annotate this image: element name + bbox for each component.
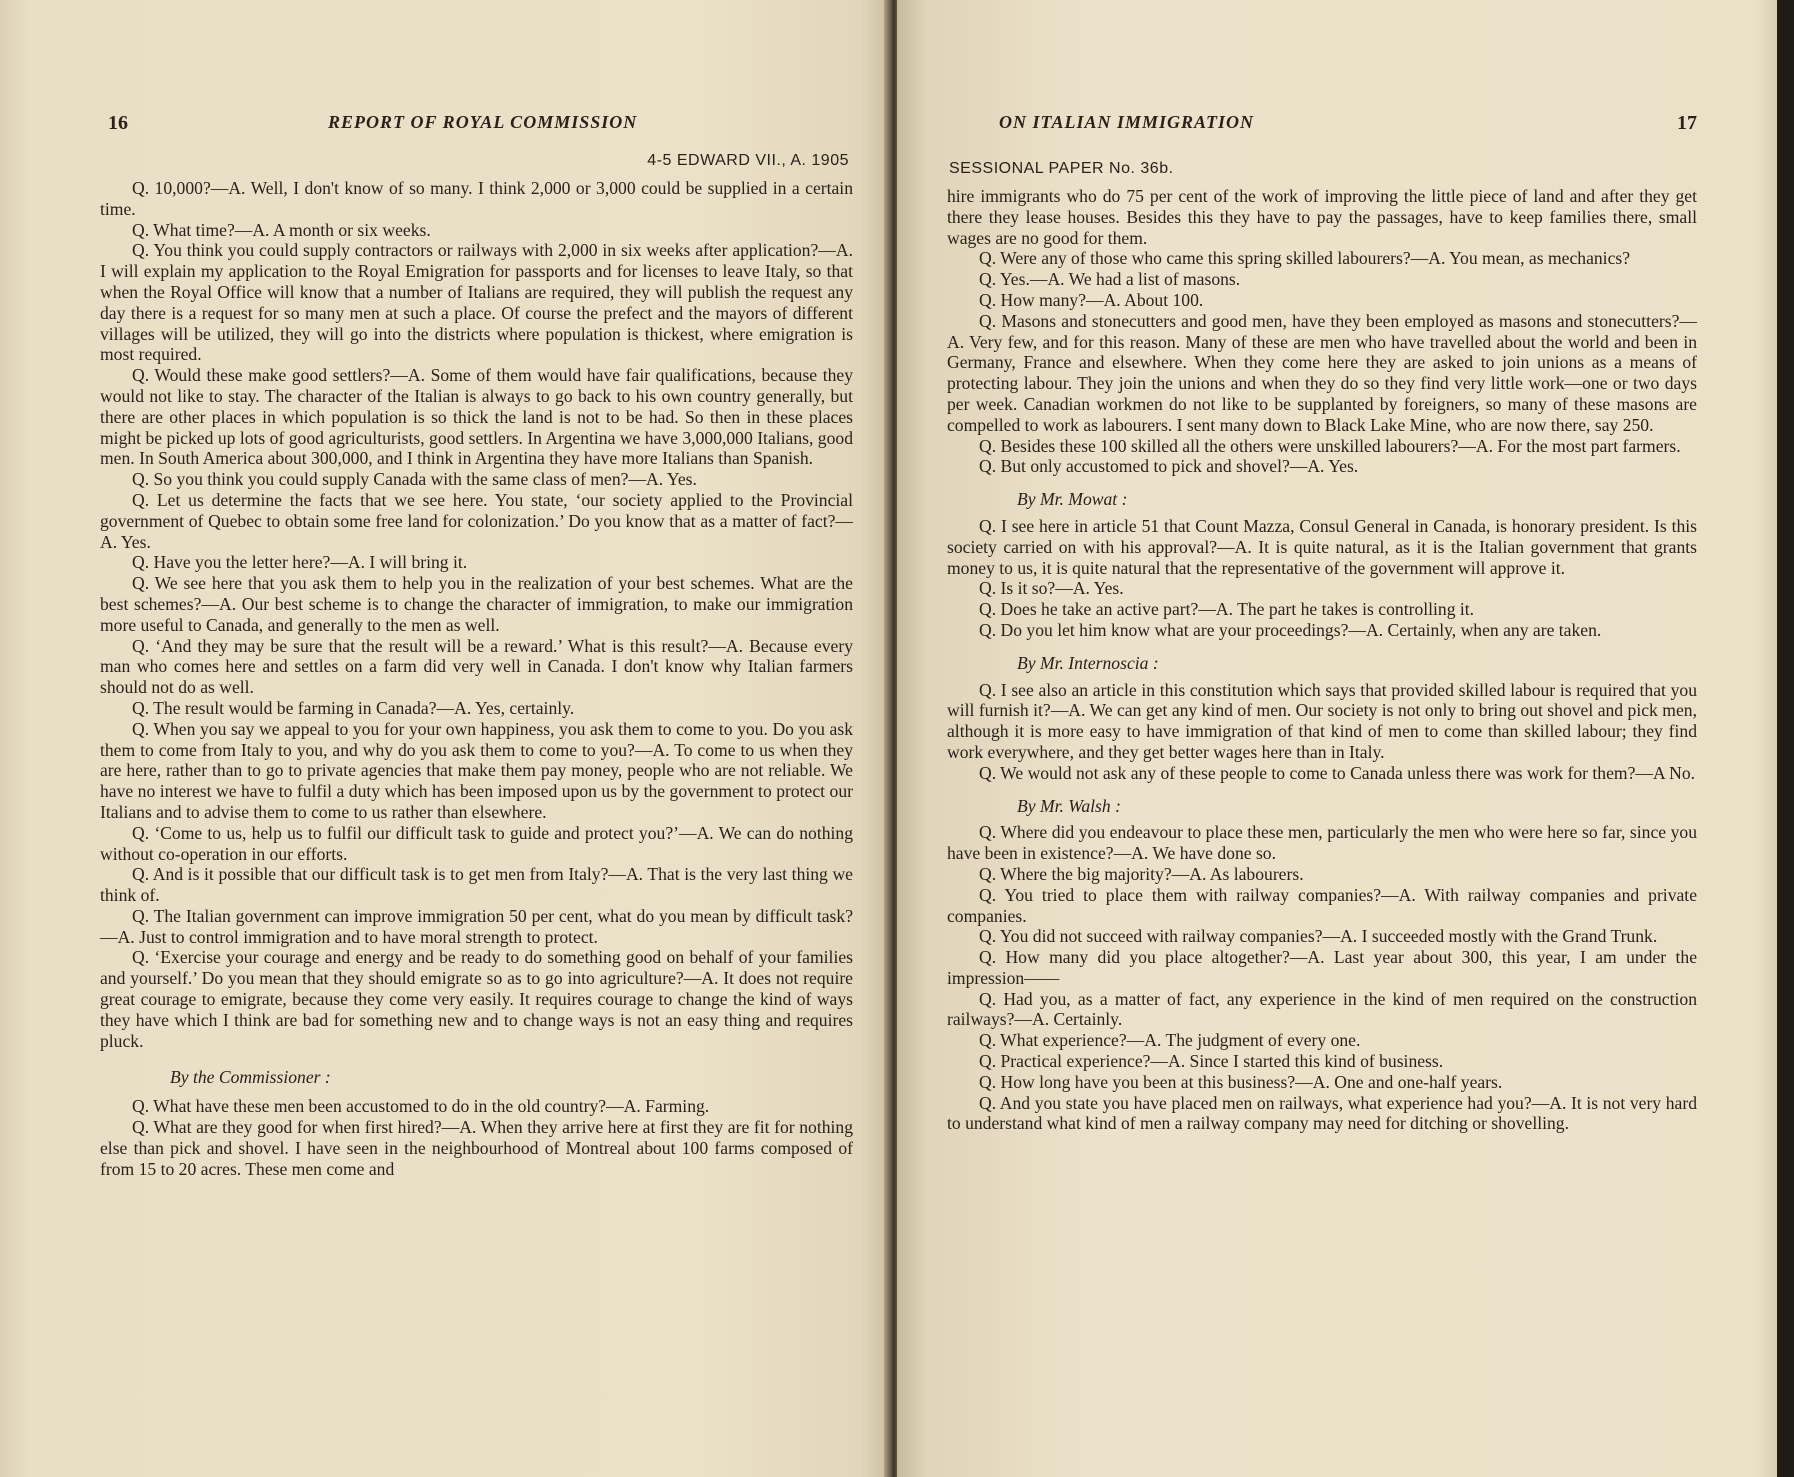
byline-commissioner: By the Commissioner :	[170, 1067, 331, 1088]
paragraph: Q. What have these men been accustomed to do in the old country?—A. Farming.	[132, 1096, 710, 1117]
continuation-paragraph: hire immigrants who do 75 per cent of the work of improving the little piece of land and after they get there they lease houses. Besides this they have to pay the passages, have to keep families there, small wages are no good for them.	[947, 186, 1697, 248]
paragraph: Q. Masons and stonecutters and good men, have they been employed as masons and stonecutters?—A. Very few, and for this reason. Many of these are men who have travelled about the world and been in Germany, France and elsewhere. When they come here they are asked to join unions as a means of protecting labour. They join the unions and when they do so they find very little work—one or two days per week. Canadian workmen do not like to be supplanted by foreigners, so many of these masons are compelled to work as labourers. I sent many down to Black Lake Mine, who are now there, say 250.	[947, 310, 1697, 435]
paragraph: Q. The Italian government can improve immigration 50 per cent, what do you mean by difficult task?—A. Just to control immigration and to have moral strength to protect.	[100, 905, 853, 947]
paragraph: Q. Practical experience?—A. Since I started this kind of business.	[979, 1051, 1444, 1072]
paragraph: Q. Where did you endeavour to place these men, particularly the men who were here so far, since you have been in existence?—A. We have done so.	[947, 822, 1697, 864]
paragraph: Q. Would these make good settlers?—A. Some of them would have fair qualifications, because they would not like to stay. The character of the Italian is always to go back to his own country generally, but there are other places in which population is so thick the land is not to be had. So then in these places might be picked up lots of good agriculturists, good settlers. In Argentina we have 3,000,000 Italians, good men. In South America about 300,000, and I think in Argentina they have more Italians than Spanish.	[100, 365, 853, 469]
paragraph: Q. We would not ask any of these people to come to Canada unless there was work for them?—A No.	[979, 762, 1696, 783]
paragraph: Q. Do you let him know what are your proceedings?—A. Certainly, when any are taken.	[979, 619, 1602, 640]
paragraph: Q. Were any of those who came this spring skilled labourers?—A. You mean, as mechanics?	[979, 248, 1631, 269]
paragraph: Q. The result would be farming in Canada?—A. Yes, certainly.	[132, 697, 575, 718]
paragraph: Q. 10,000?—A. Well, I don't know of so many. I think 2,000 or 3,000 could be supplied in a certain time.	[100, 178, 853, 219]
paragraph: Q. Had you, as a matter of fact, any experience in the kind of men required on the construction railways?—A. Certainly.	[947, 988, 1697, 1030]
right-page-body	[947, 186, 1697, 1134]
paragraph: Q. ‘Come to us, help us to fulfil our difficult task to guide and protect you?’—A. We can do nothing without co-operation in our efforts.	[100, 822, 853, 864]
paragraph: Q. And you state you have placed men on railways, what experience had you?—A. It is not very hard to understand what kind of men a railway company may need for ditching or shovelling.	[947, 1092, 1697, 1134]
paragraph: Q. You tried to place them with railway companies?—A. With railway companies and private companies.	[947, 884, 1697, 926]
paragraph: Q. Yes.—A. We had a list of masons.	[979, 269, 1241, 290]
left-page-body	[100, 178, 853, 1179]
byline-internoscia: By Mr. Internoscia :	[1017, 652, 1159, 673]
right-page-header	[947, 100, 1697, 140]
byline-walsh: By Mr. Walsh :	[1017, 795, 1121, 816]
right-running-title: ON ITALIAN IMMIGRATION	[999, 112, 1255, 132]
paragraph: Q. ‘Exercise your courage and energy and be ready to do something good on behalf of your families and yourself.’ Do you mean that they should emigrate so as to go into agriculture?—A. It does not require great courage to emigrate, because they come very easily. It requires courage to change the kind of ways they have which I think are bad for something new and to change ways is not an easy thing and requires pluck.	[100, 947, 853, 1051]
left-session-header: 4-5 EDWARD VII., A. 1905	[647, 152, 849, 169]
paragraph: Q. How long have you been at this business?—A. One and one-half years.	[979, 1071, 1503, 1092]
paragraph: Q. Let us determine the facts that we see here. You state, ‘our society applied to the Provincial government of Quebec to obtain some free land for colonization.’ Do you know that as a matter of fact?—A. Yes.	[100, 489, 853, 552]
right-session-header: SESSIONAL PAPER No. 36b.	[949, 160, 1174, 177]
paragraph: Q. So you think you could supply Canada with the same class of men?—A. Yes.	[132, 469, 697, 490]
paragraph: Q. What are they good for when first hired?—A. When they arrive here at first they are fit for nothing else than pick and shovel. I have seen in the neighbourhood of Montreal about 100 farms composed of from 15 to 20 acres. These men come and	[100, 1117, 853, 1179]
paragraph: Q. I see here in article 51 that Count Mazza, Consul General in Canada, is honorary president. Is this society carried on with his approval?—A. It is quite natural, as it is the Italian government that grants money to us, it is quite natural that the representative of the government will approve it.	[947, 515, 1697, 578]
paragraph: Q. You think you could supply contractors or railways with 2,000 in six weeks after application?—A. I will explain my application to the Royal Emigration for passports and for licenses to leave Italy, so that when the Royal Office will know that a number of Italians are required, they will publish the request any day there is a request for so many men at such a place. Of course the prefect and the mayors of different villages will be utilized, they will go into the districts where population is thickest, where emigration is most required.	[100, 240, 853, 365]
paragraph: Q. But only accustomed to pick and shovel?—A. Yes.	[979, 456, 1359, 477]
paragraph: Q. Does he take an active part?—A. The part he takes is controlling it.	[979, 599, 1475, 620]
left-page-number: 16	[108, 112, 128, 134]
paragraph: Q. And is it possible that our difficult task is to get men from Italy?—A. That is the very last thing we think of.	[100, 864, 853, 906]
paragraph: Q. Where the big majority?—A. As labourers.	[979, 863, 1304, 884]
left-running-title: REPORT OF ROYAL COMMISSION	[328, 112, 638, 132]
paragraph: Q. We see here that you ask them to help you in the realization of your best schemes. What are the best schemes?—A. Our best scheme is to change the character of immigration, to make our immigration more useful to Canada, and generally to the men as well.	[100, 573, 853, 635]
paragraph: Q. How many?—A. About 100.	[979, 289, 1204, 310]
paragraph: Q. Is it so?—A. Yes.	[979, 578, 1124, 599]
paragraph: Q. What experience?—A. The judgment of every one.	[979, 1030, 1361, 1051]
paragraph: Q. Besides these 100 skilled all the others were unskilled labourers?—A. For the most part farmers.	[979, 435, 1681, 456]
right-page	[897, 0, 1777, 1477]
paragraph: Q. When you say we appeal to you for your own happiness, you ask them to come to you. Do you ask them to come from Italy to you, and why do you ask them to come to you?—A. To come to us when they are here, rather than to go to private agencies that make them pay money, people who are not reliable. We have no interest we have to fulfil a duty which has been imposed upon us by the government to protect our Italians and to advise them to come to us rather than elsewhere.	[100, 718, 853, 822]
paragraph: Q. How many did you place altogether?—A. Last year about 300, this year, I am under the impression——	[947, 947, 1697, 988]
paragraph: Q. I see also an article in this constitution which says that provided skilled labour is required that you will furnish it?—A. We can get any kind of men. Our society is not only to bring out shovel and pick men, although it is more easy to have immigration of that kind of men to come than skilled labour; they find work everywhere, and they get better wages here than in Italy.	[947, 679, 1697, 762]
left-page	[0, 0, 893, 1477]
paragraph: Q. Have you the letter here?—A. I will bring it.	[132, 552, 468, 573]
paragraph: Q. You did not succeed with railway companies?—A. I succeeded mostly with the Grand Trunk.	[979, 926, 1658, 947]
right-page-number: 17	[1677, 112, 1697, 134]
paragraph: Q. What time?—A. A month or six weeks.	[132, 219, 431, 240]
left-page-header	[100, 100, 853, 140]
paragraph: Q. ‘And they may be sure that the result will be a reward.’ What is this result?—A. Because every man who comes here and settles on a farm did very well in Canada. I don't know why Italian farmers should not do as well.	[100, 635, 853, 698]
byline-mowat: By Mr. Mowat :	[1017, 489, 1128, 510]
